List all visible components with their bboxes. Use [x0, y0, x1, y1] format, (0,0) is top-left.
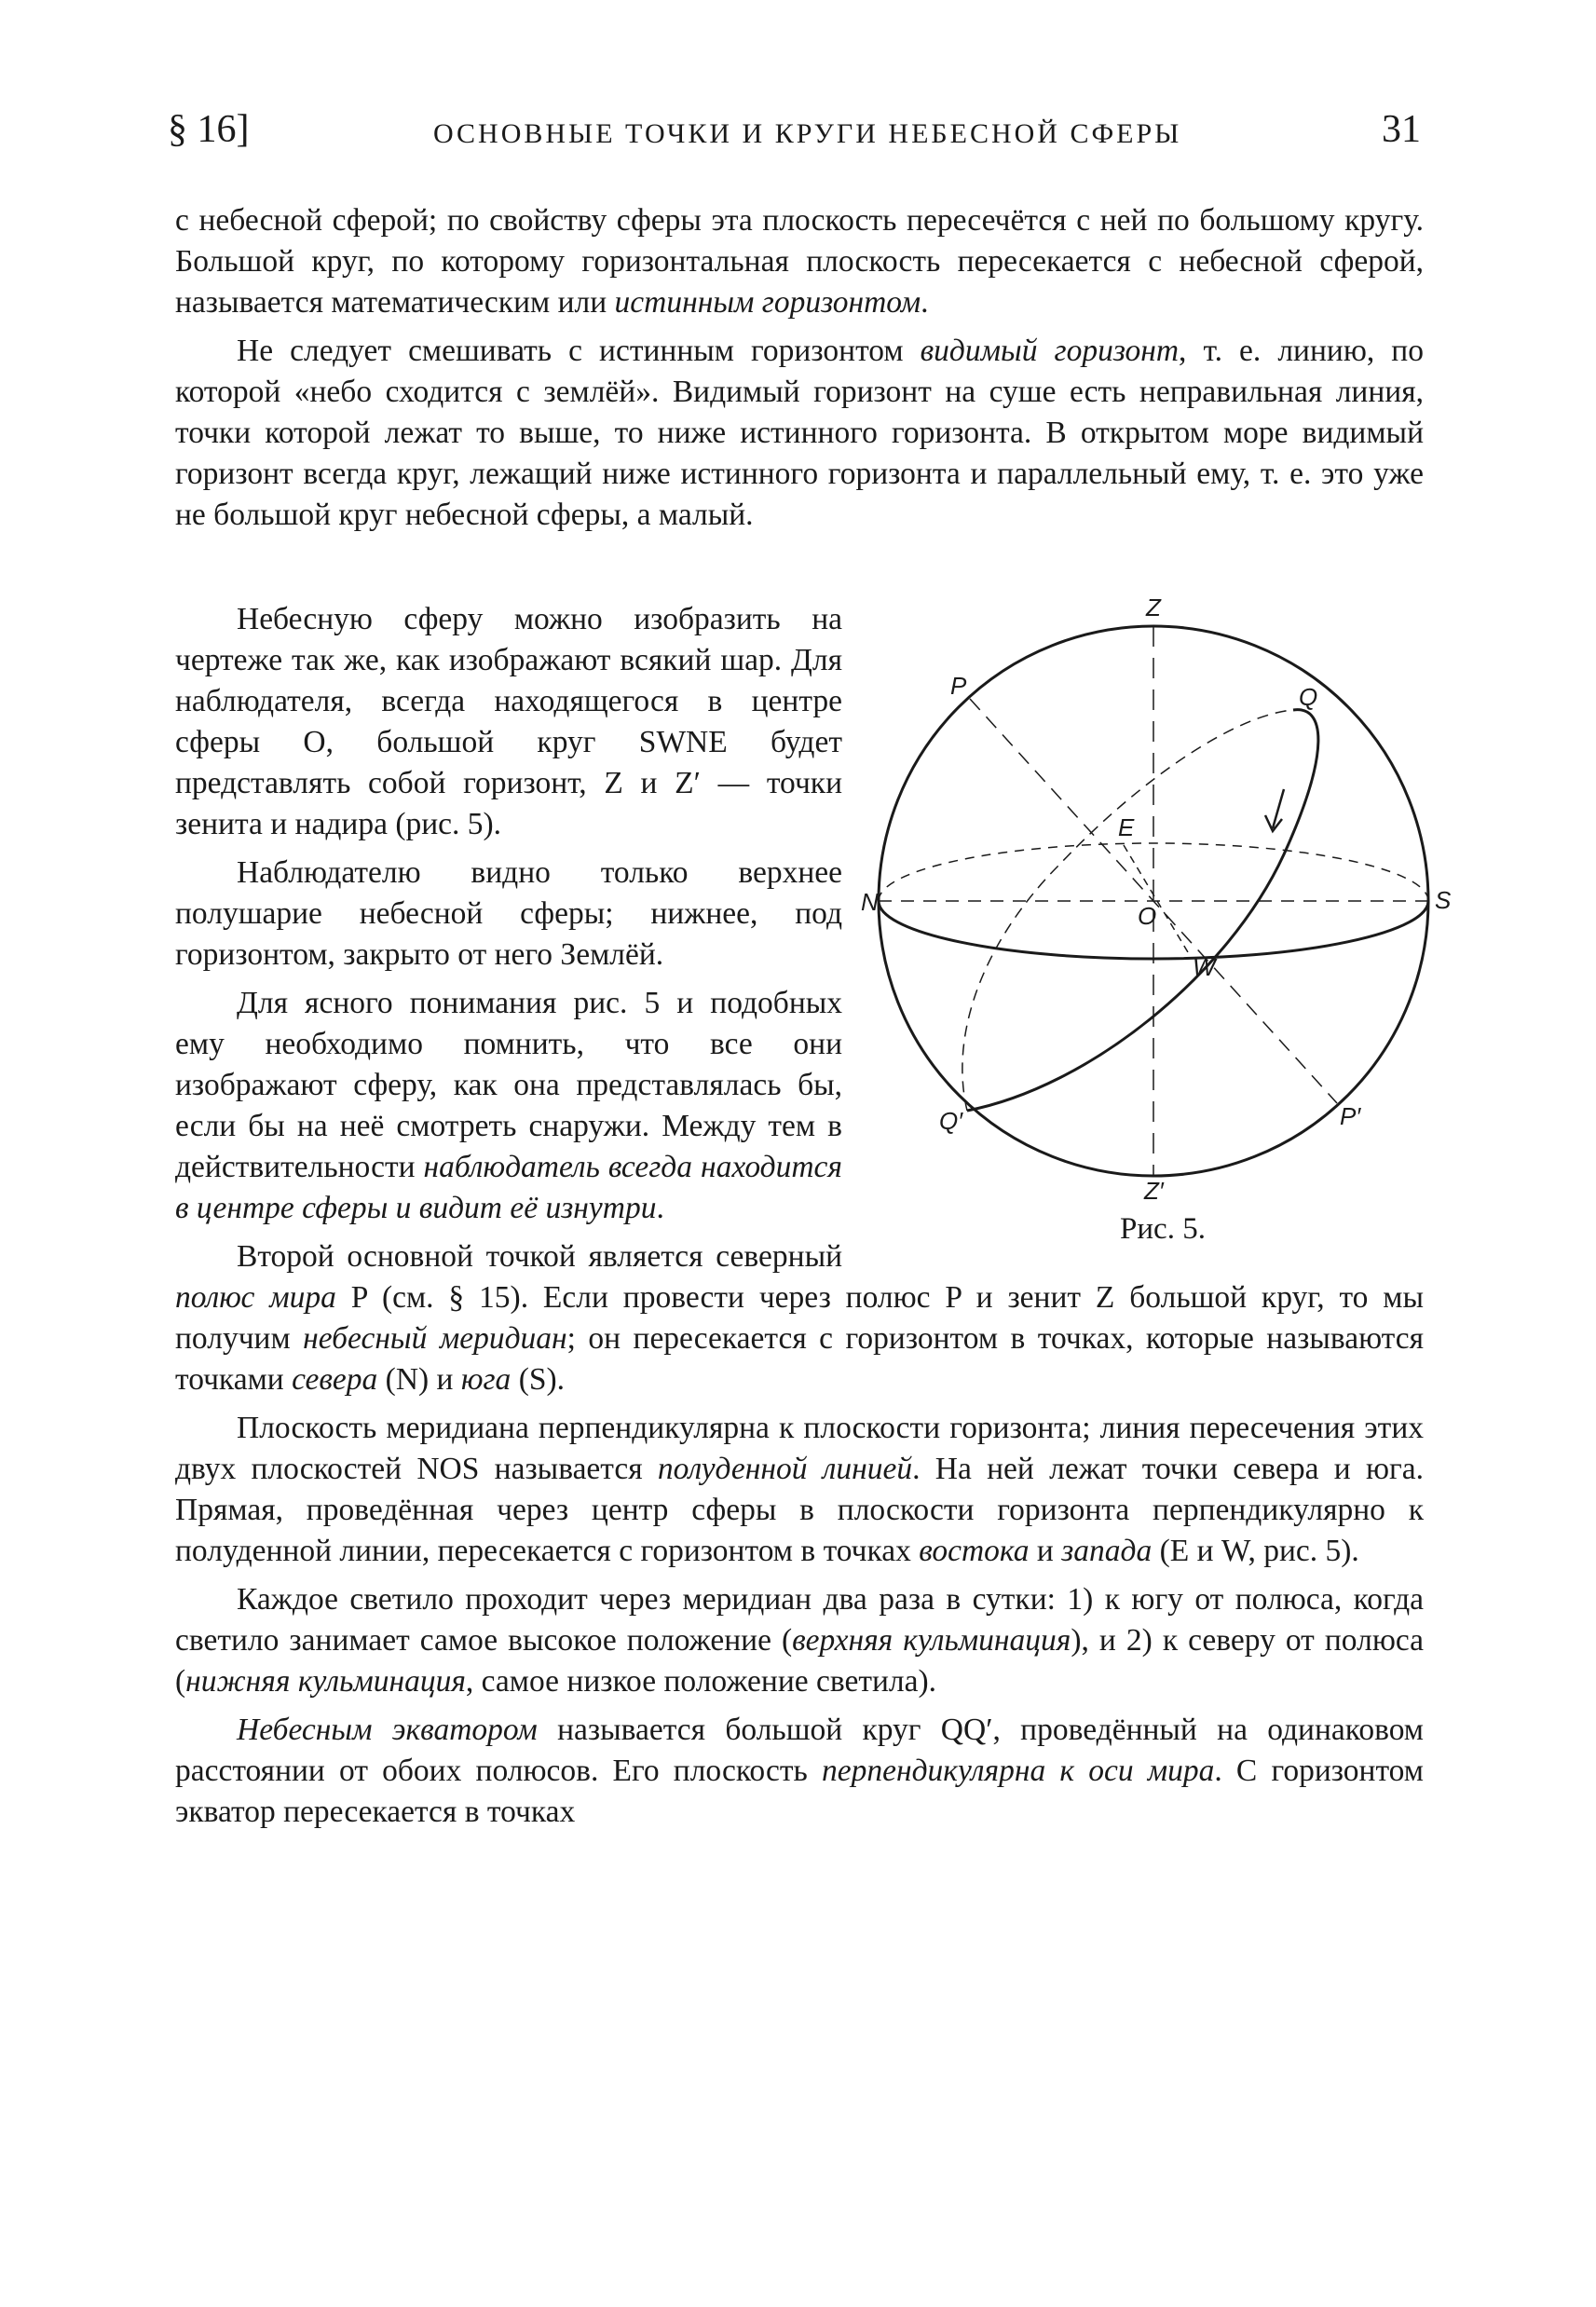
paragraph-1: с небесной сферой; по свойству сферы эта плоскость пересечётся с ней по большому кругу. Большой круг, по которому горизонтальная плоскость пересекается с небесной сферой, называется математическим или истинным горизонтом. — [175, 203, 1424, 320]
paragraph-2: Не следует смешивать с истинным горизонтом видимый горизонт, т. е. линию, по которой «небо сходится с землёй». Видимый горизонт на суше есть неправильная линия, точки которой лежат то выше, то ниже истинного горизонта. В открытом море видимый горизонт всегда круг, лежащий ниже истинного горизонта и параллельный ему, т. е. это уже не большой круг небесной сферы, а малый. — [175, 334, 1424, 532]
paragraph-9: Небесным экватором называется большой круг QQ′, проведённый на одинаковом расстоянии от обоих полюсов. Его плоскость перпендикулярна к оси мира. С горизонтом экватор пересекается в точках — [175, 1713, 1425, 1829]
label-z: Z — [1146, 594, 1161, 621]
running-header — [168, 107, 1421, 163]
paragraph-4: Наблюдателю видно только верхнее полушарие небесной сферы; нижнее, под горизонтом, закрыто от него Землёй. — [175, 855, 842, 972]
paragraph-6: Второй основной точкой является северный полюс мира P (см. § 15). Если провести через полюс P и зенит Z большой круг, то мы получим небесный меридиан; он пересекается с горизонтом в точках, которые называются точками севера (N) и юга (S). — [175, 1239, 1424, 1397]
celestial-sphere-diagram — [861, 584, 1452, 1205]
label-w: W — [1193, 953, 1216, 981]
running-title: ОСНОВНЫЕ ТОЧКИ И КРУГИ НЕБЕСНОЙ СФЕРЫ — [433, 118, 1182, 149]
label-s: S — [1435, 886, 1452, 914]
label-p-prime: P′ — [1340, 1102, 1361, 1130]
figure-celestial-sphere — [861, 584, 1452, 1255]
paragraph-8: Каждое светило проходит через меридиан два раза в сутки: 1) к югу от полюса, когда светило занимает самое высокое положение (верхняя кульминация), и 2) к северу от полюса (нижняя кульминация, самое низкое положение светила). — [175, 1582, 1424, 1699]
page-number: 31 — [1382, 108, 1421, 151]
label-o: O — [1138, 902, 1157, 930]
paragraph-3: Небесную сферу можно изобразить на чертеже так же, как изображают всякий шар. Для наблюдателя, всегда находящегося в центре сферы O, большой круг SWNE будет представлять собой горизонт, Z и Z′ — точки зенита и надира (рис. 5). — [175, 602, 842, 841]
body-text-top — [175, 200, 1424, 543]
paragraph-7: Плоскость меридиана перпендикулярна к плоскости горизонта; линия пересечения этих двух плоскостей NOS называется полуденной линией. На ней лежат точки севера и юга. Прямая, проведённая через центр сферы в плоскости горизонта перпендикулярно к полуденной линии, пересекается с горизонтом в точках востока и запада (E и W, рис. 5). — [175, 1411, 1424, 1568]
body-text-main — [175, 592, 1452, 1840]
section-number: § 16] — [168, 108, 250, 151]
label-p: P — [950, 672, 967, 700]
equator-back — [962, 710, 1293, 1111]
label-n: N — [861, 888, 879, 916]
label-e: E — [1118, 813, 1135, 841]
label-q: Q — [1299, 683, 1318, 711]
label-z-prime: Z′ — [1144, 1177, 1164, 1205]
paragraph-5: Для ясного понимания рис. 5 и подобных ему необходимо помнить, что все они изображают сферу, как она представлялась бы, если бы на неё смотреть снаружи. Между тем в действительности наблюдатель всегда находится в центре сферы и видит её изнутри. — [175, 986, 842, 1225]
figure-caption: Рис. 5. — [1120, 1212, 1206, 1246]
label-q-prime: Q′ — [939, 1107, 963, 1135]
